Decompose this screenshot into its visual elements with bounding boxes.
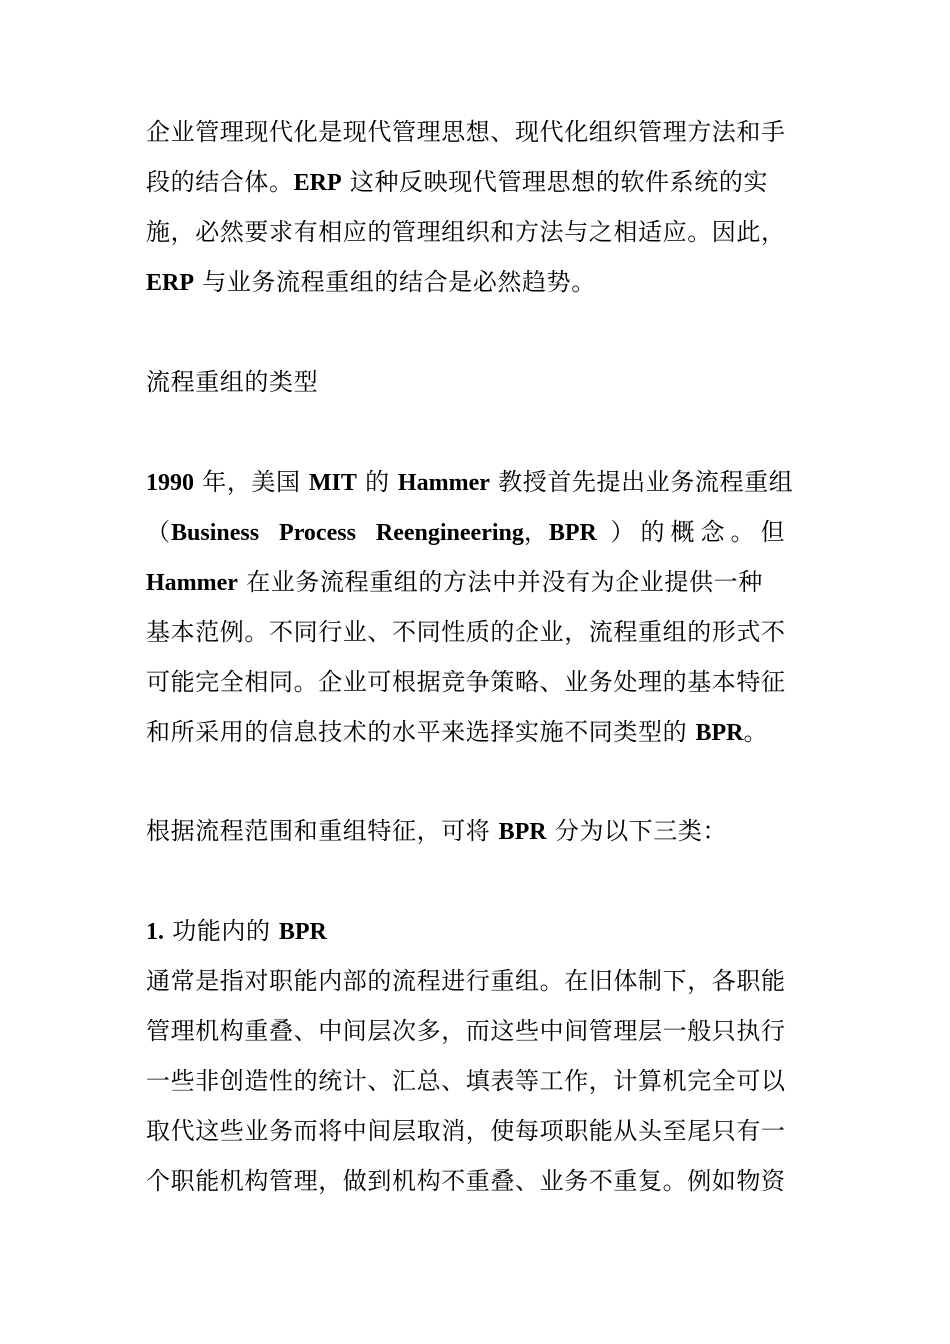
paragraph-2-line-3 [146, 566, 806, 599]
paragraph-4-line-2 [146, 1015, 806, 1047]
paragraph-4-line-3 [146, 1065, 806, 1097]
text-run: 教授首先提出业务流程重组 [489, 468, 794, 496]
paragraph-2-line-1 [146, 466, 806, 499]
paragraph-1-line-2 [146, 166, 806, 199]
paragraph-4-line-4 [146, 1115, 806, 1147]
bpr-fullname-term: Business Process Reengineering [171, 520, 524, 546]
erp-term: ERP [293, 170, 342, 196]
paragraph-1-line-1 [146, 116, 806, 148]
paragraph-4-line-5 [146, 1165, 806, 1197]
text-run: 个职能机构管理，做到机构不重叠、业务不重复。例如物资 [146, 1167, 786, 1195]
paragraph-2-line-5 [146, 666, 806, 698]
text-run: 一些非创造性的统计、汇总、填表等工作，计算机完全可以 [146, 1067, 786, 1095]
paragraph-1-line-4 [146, 266, 806, 299]
bpr-term: BPR [548, 520, 597, 546]
paragraph-2-line-6 [146, 716, 806, 749]
section-heading-bpr-types [146, 366, 806, 398]
text-run: ）的概念。但 [596, 518, 791, 546]
bpr-term: BPR [498, 819, 547, 845]
paragraph-2-line-2 [146, 516, 806, 549]
section-heading-intra-function-bpr [146, 915, 806, 948]
text-run: 基本范例。不同行业、不同性质的企业，流程重组的形式不 [146, 618, 786, 646]
section-number: 1. [146, 919, 164, 945]
paragraph-1-line-3 [146, 216, 806, 248]
heading-text: 流程重组的类型 [146, 368, 319, 396]
text-run: 。 [743, 718, 769, 746]
paragraph-3-line-1 [146, 815, 806, 848]
hammer-term: Hammer [146, 570, 238, 596]
text-run: 的 [356, 468, 398, 496]
text-run: 企业管理现代化是现代管理思想、现代化组织管理方法和手 [146, 118, 786, 146]
text-run: 可能完全相同。企业可根据竞争策略、业务处理的基本特征 [146, 668, 786, 696]
text-run: 管理机构重叠、中间层次多，而这些中间管理层一般只执行 [146, 1017, 786, 1045]
text-run: 施，必然要求有相应的管理组织和方法与之相适应。因此， [146, 218, 786, 246]
text-run: 和所采用的信息技术的水平来选择实施不同类型的 [146, 718, 696, 746]
text-run: 与业务流程重组的结合是必然趋势。 [194, 268, 596, 296]
text-run: 取代这些业务而将中间层取消，使每项职能从头至尾只有一 [146, 1117, 786, 1145]
year-term: 1990 [146, 470, 194, 496]
hammer-term: Hammer [397, 470, 490, 496]
heading-text: 功能内的 [164, 917, 279, 945]
erp-term: ERP [146, 270, 194, 296]
text-run: 这种反映现代管理思想的软件系统的实 [341, 168, 769, 196]
text-run: 通常是指对职能内部的流程进行重组。在旧体制下，各职能 [146, 967, 786, 995]
text-run: 根据流程范围和重组特征，可将 [146, 817, 499, 845]
paragraph-2-line-4 [146, 616, 806, 648]
text-run: 段的结合体。 [146, 168, 294, 196]
text-run: 分为以下三类： [546, 817, 728, 845]
bpr-term: BPR [695, 720, 744, 746]
mit-term: MIT [308, 470, 357, 496]
text-run: 年，美国 [194, 468, 309, 496]
bpr-term: BPR [278, 919, 327, 945]
text-run: （ [146, 518, 171, 546]
text-run: ， [523, 518, 549, 546]
text-run: 在业务流程重组的方法中并没有为企业提供一种 [237, 568, 763, 596]
paragraph-4-line-1 [146, 965, 806, 997]
